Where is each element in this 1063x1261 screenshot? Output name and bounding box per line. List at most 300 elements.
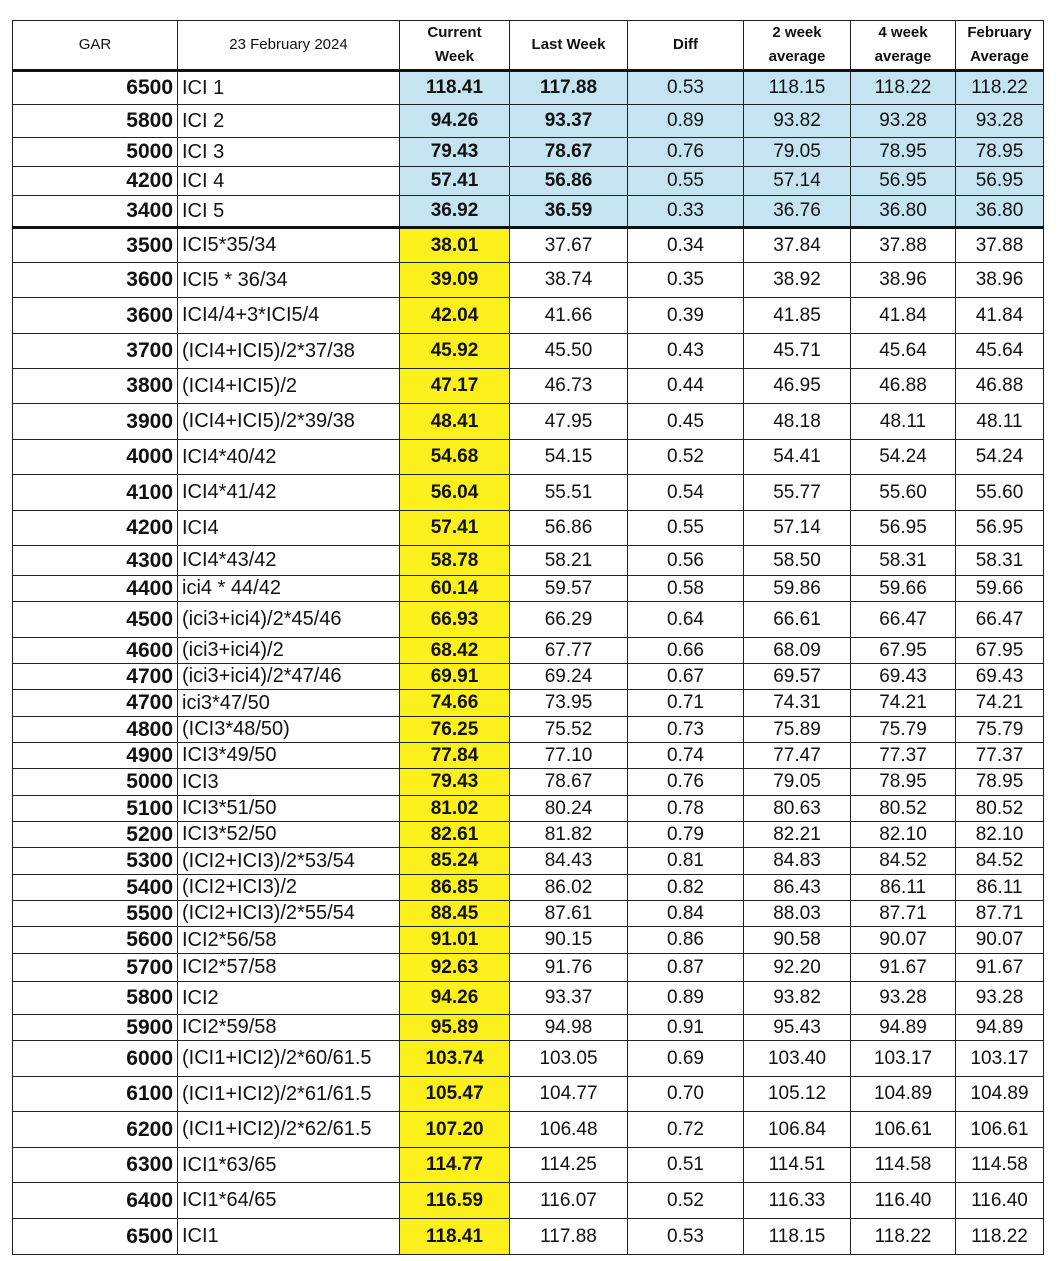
formula-cell: (ici3+ici4)/2*47/46 xyxy=(178,664,400,690)
table-row xyxy=(13,1015,1044,1041)
current-week-cell: 74.66 xyxy=(400,690,510,717)
last-week-cell: 81.82 xyxy=(510,822,628,848)
current-week-cell: 68.42 xyxy=(400,638,510,664)
february-average-cell: 84.52 xyxy=(956,848,1044,875)
gar-cell: 4600 xyxy=(13,638,178,664)
last-week-cell: 103.05 xyxy=(510,1041,628,1077)
diff-cell: 0.72 xyxy=(628,1112,744,1148)
last-week-cell: 69.24 xyxy=(510,664,628,690)
four-week-average-cell: 78.95 xyxy=(851,769,956,796)
current-week-cell: 92.63 xyxy=(400,954,510,982)
diff-cell: 0.89 xyxy=(628,105,744,138)
diff-header: Diff xyxy=(628,21,744,71)
current-week-cell: 47.17 xyxy=(400,369,510,404)
formula-cell: ICI2*59/58 xyxy=(178,1015,400,1041)
current-week-cell: 77.84 xyxy=(400,743,510,769)
diff-cell: 0.53 xyxy=(628,1219,744,1255)
february-average-cell: 74.21 xyxy=(956,690,1044,717)
gar-cell: 5100 xyxy=(13,796,178,822)
four-week-average-cell: 104.89 xyxy=(851,1077,956,1112)
formula-cell: (ICI3*48/50) xyxy=(178,717,400,743)
last-week-cell: 45.50 xyxy=(510,334,628,369)
gar-cell: 4300 xyxy=(13,546,178,576)
gar-cell: 6400 xyxy=(13,1183,178,1219)
table-row xyxy=(13,875,1044,901)
february-average-cell: 90.07 xyxy=(956,927,1044,954)
table-row xyxy=(13,576,1044,602)
formula-cell: ICI 3 xyxy=(178,138,400,167)
current-week-cell: 81.02 xyxy=(400,796,510,822)
diff-cell: 0.64 xyxy=(628,602,744,638)
two-week-average-cell: 93.82 xyxy=(744,982,851,1015)
two-week-average-cell: 46.95 xyxy=(744,369,851,404)
february-average-cell: 38.96 xyxy=(956,263,1044,298)
four-week-average-cell: 74.21 xyxy=(851,690,956,717)
four-week-average-cell: 87.71 xyxy=(851,901,956,927)
february-average-cell: 86.11 xyxy=(956,875,1044,901)
february-average-cell: 54.24 xyxy=(956,440,1044,475)
formula-cell: ICI3*52/50 xyxy=(178,822,400,848)
gar-cell: 3700 xyxy=(13,334,178,369)
current-week-cell: 39.09 xyxy=(400,263,510,298)
table-row xyxy=(13,228,1044,263)
last-week-cell: 86.02 xyxy=(510,875,628,901)
february-average-cell: 114.58 xyxy=(956,1148,1044,1183)
diff-cell: 0.76 xyxy=(628,769,744,796)
formula-cell: ICI4*41/42 xyxy=(178,475,400,511)
february-average-cell: 55.60 xyxy=(956,475,1044,511)
current-week-cell: 79.43 xyxy=(400,769,510,796)
current-week-cell: 57.41 xyxy=(400,511,510,546)
current-week-cell: 48.41 xyxy=(400,404,510,440)
two-week-average-cell: 86.43 xyxy=(744,875,851,901)
gar-cell: 4700 xyxy=(13,690,178,717)
table-row xyxy=(13,602,1044,638)
gar-cell: 5700 xyxy=(13,954,178,982)
formula-cell: ici3*47/50 xyxy=(178,690,400,717)
gar-cell: 6100 xyxy=(13,1077,178,1112)
four-week-average-cell: 114.58 xyxy=(851,1148,956,1183)
last-week-cell: 94.98 xyxy=(510,1015,628,1041)
formula-cell: ICI1*64/65 xyxy=(178,1183,400,1219)
gar-cell: 5000 xyxy=(13,769,178,796)
gar-cell: 5800 xyxy=(13,105,178,138)
diff-cell: 0.73 xyxy=(628,717,744,743)
current-week-cell: 103.74 xyxy=(400,1041,510,1077)
last-week-cell: 78.67 xyxy=(510,138,628,167)
gar-cell: 4800 xyxy=(13,717,178,743)
table-row xyxy=(13,796,1044,822)
formula-cell: ICI2 xyxy=(178,982,400,1015)
current-week-cell: 42.04 xyxy=(400,298,510,334)
four-week-average-cell: 84.52 xyxy=(851,848,956,875)
four-week-average-header: 4 week average xyxy=(851,21,956,71)
gar-price-table xyxy=(12,20,1044,1255)
february-average-cell: 69.43 xyxy=(956,664,1044,690)
gar-cell: 5000 xyxy=(13,138,178,167)
last-week-cell: 36.59 xyxy=(510,196,628,228)
four-week-average-cell: 86.11 xyxy=(851,875,956,901)
current-week-cell: 79.43 xyxy=(400,138,510,167)
last-week-cell: 78.67 xyxy=(510,769,628,796)
table-row xyxy=(13,475,1044,511)
last-week-cell: 37.67 xyxy=(510,228,628,263)
date-header: 23 February 2024 xyxy=(178,21,400,71)
four-week-average-cell: 93.28 xyxy=(851,105,956,138)
last-week-cell: 80.24 xyxy=(510,796,628,822)
current-week-cell: 114.77 xyxy=(400,1148,510,1183)
last-week-cell: 77.10 xyxy=(510,743,628,769)
last-week-cell: 91.76 xyxy=(510,954,628,982)
february-average-cell: 118.22 xyxy=(956,71,1044,105)
formula-cell: ICI 2 xyxy=(178,105,400,138)
table-row xyxy=(13,982,1044,1015)
table-row xyxy=(13,71,1044,105)
current-week-cell: 82.61 xyxy=(400,822,510,848)
diff-cell: 0.35 xyxy=(628,263,744,298)
diff-cell: 0.81 xyxy=(628,848,744,875)
formula-cell: (ICI1+ICI2)/2*61/61.5 xyxy=(178,1077,400,1112)
february-average-cell: 78.95 xyxy=(956,769,1044,796)
diff-cell: 0.91 xyxy=(628,1015,744,1041)
gar-cell: 6300 xyxy=(13,1148,178,1183)
gar-header: GAR xyxy=(13,21,178,71)
diff-cell: 0.71 xyxy=(628,690,744,717)
formula-cell: ICI3*51/50 xyxy=(178,796,400,822)
gar-cell: 5900 xyxy=(13,1015,178,1041)
gar-cell: 5300 xyxy=(13,848,178,875)
formula-cell: ICI4/4+3*ICI5/4 xyxy=(178,298,400,334)
february-average-cell: 36.80 xyxy=(956,196,1044,228)
table-row xyxy=(13,105,1044,138)
four-week-average-cell: 48.11 xyxy=(851,404,956,440)
last-week-cell: 38.74 xyxy=(510,263,628,298)
two-week-average-cell: 90.58 xyxy=(744,927,851,954)
last-week-cell: 93.37 xyxy=(510,105,628,138)
four-week-average-cell: 80.52 xyxy=(851,796,956,822)
table-row xyxy=(13,822,1044,848)
february-average-cell: 67.95 xyxy=(956,638,1044,664)
table-row xyxy=(13,1183,1044,1219)
diff-cell: 0.45 xyxy=(628,404,744,440)
four-week-average-cell: 54.24 xyxy=(851,440,956,475)
four-week-average-cell: 56.95 xyxy=(851,167,956,196)
two-week-average-cell: 68.09 xyxy=(744,638,851,664)
last-week-cell: 59.57 xyxy=(510,576,628,602)
diff-cell: 0.67 xyxy=(628,664,744,690)
four-week-average-cell: 106.61 xyxy=(851,1112,956,1148)
diff-cell: 0.52 xyxy=(628,440,744,475)
table-row xyxy=(13,638,1044,664)
gar-cell: 4400 xyxy=(13,576,178,602)
formula-cell: ICI1 xyxy=(178,1219,400,1255)
formula-cell: (ICI1+ICI2)/2*62/61.5 xyxy=(178,1112,400,1148)
four-week-average-cell: 118.22 xyxy=(851,1219,956,1255)
february-average-cell: 94.89 xyxy=(956,1015,1044,1041)
last-week-header: Last Week xyxy=(510,21,628,71)
gar-cell: 5800 xyxy=(13,982,178,1015)
four-week-average-cell: 37.88 xyxy=(851,228,956,263)
formula-cell: ICI5*35/34 xyxy=(178,228,400,263)
diff-cell: 0.70 xyxy=(628,1077,744,1112)
four-week-average-cell: 56.95 xyxy=(851,511,956,546)
formula-cell: (ICI4+ICI5)/2*37/38 xyxy=(178,334,400,369)
two-week-average-cell: 105.12 xyxy=(744,1077,851,1112)
current-week-cell: 107.20 xyxy=(400,1112,510,1148)
gar-cell: 6200 xyxy=(13,1112,178,1148)
february-average-cell: 103.17 xyxy=(956,1041,1044,1077)
gar-cell: 4900 xyxy=(13,743,178,769)
table-body xyxy=(13,71,1044,1255)
four-week-average-cell: 77.37 xyxy=(851,743,956,769)
last-week-cell: 116.07 xyxy=(510,1183,628,1219)
gar-cell: 4500 xyxy=(13,602,178,638)
two-week-average-cell: 82.21 xyxy=(744,822,851,848)
gar-cell: 4200 xyxy=(13,167,178,196)
table-row xyxy=(13,546,1044,576)
formula-cell: ICI1*63/65 xyxy=(178,1148,400,1183)
last-week-cell: 84.43 xyxy=(510,848,628,875)
february-average-cell: 106.61 xyxy=(956,1112,1044,1148)
diff-cell: 0.34 xyxy=(628,228,744,263)
diff-cell: 0.66 xyxy=(628,638,744,664)
last-week-cell: 90.15 xyxy=(510,927,628,954)
four-week-average-cell: 67.95 xyxy=(851,638,956,664)
current-week-cell: 118.41 xyxy=(400,71,510,105)
last-week-cell: 41.66 xyxy=(510,298,628,334)
table-row xyxy=(13,369,1044,404)
diff-cell: 0.86 xyxy=(628,927,744,954)
formula-cell: ICI4*43/42 xyxy=(178,546,400,576)
last-week-cell: 104.77 xyxy=(510,1077,628,1112)
formula-cell: (ici3+ici4)/2*45/46 xyxy=(178,602,400,638)
diff-cell: 0.87 xyxy=(628,954,744,982)
gar-cell: 5500 xyxy=(13,901,178,927)
two-week-average-cell: 114.51 xyxy=(744,1148,851,1183)
two-week-average-cell: 48.18 xyxy=(744,404,851,440)
diff-cell: 0.74 xyxy=(628,743,744,769)
february-average-cell: 75.79 xyxy=(956,717,1044,743)
two-week-average-cell: 59.86 xyxy=(744,576,851,602)
two-week-average-cell: 36.76 xyxy=(744,196,851,228)
formula-cell: (ICI1+ICI2)/2*60/61.5 xyxy=(178,1041,400,1077)
current-week-cell: 116.59 xyxy=(400,1183,510,1219)
two-week-average-cell: 79.05 xyxy=(744,138,851,167)
february-average-cell: 56.95 xyxy=(956,167,1044,196)
current-week-cell: 105.47 xyxy=(400,1077,510,1112)
diff-cell: 0.44 xyxy=(628,369,744,404)
two-week-average-cell: 58.50 xyxy=(744,546,851,576)
table-row xyxy=(13,511,1044,546)
table-row xyxy=(13,196,1044,228)
last-week-cell: 66.29 xyxy=(510,602,628,638)
gar-cell: 6000 xyxy=(13,1041,178,1077)
table-row xyxy=(13,664,1044,690)
february-average-cell: 59.66 xyxy=(956,576,1044,602)
table-row xyxy=(13,138,1044,167)
diff-cell: 0.43 xyxy=(628,334,744,369)
diff-cell: 0.53 xyxy=(628,71,744,105)
table-row xyxy=(13,769,1044,796)
formula-cell: (ici3+ici4)/2 xyxy=(178,638,400,664)
diff-cell: 0.56 xyxy=(628,546,744,576)
current-week-cell: 60.14 xyxy=(400,576,510,602)
diff-cell: 0.55 xyxy=(628,511,744,546)
table-row xyxy=(13,927,1044,954)
last-week-cell: 114.25 xyxy=(510,1148,628,1183)
february-average-cell: 58.31 xyxy=(956,546,1044,576)
table-row xyxy=(13,298,1044,334)
diff-cell: 0.76 xyxy=(628,138,744,167)
four-week-average-cell: 118.22 xyxy=(851,71,956,105)
formula-cell: ICI3 xyxy=(178,769,400,796)
four-week-average-cell: 75.79 xyxy=(851,717,956,743)
coal-price-sheet xyxy=(12,20,1043,1261)
two-week-average-header: 2 week average xyxy=(744,21,851,71)
last-week-cell: 58.21 xyxy=(510,546,628,576)
two-week-average-cell: 66.61 xyxy=(744,602,851,638)
two-week-average-cell: 69.57 xyxy=(744,664,851,690)
last-week-cell: 55.51 xyxy=(510,475,628,511)
february-average-cell: 82.10 xyxy=(956,822,1044,848)
diff-cell: 0.69 xyxy=(628,1041,744,1077)
formula-cell: ICI 1 xyxy=(178,71,400,105)
gar-cell: 3600 xyxy=(13,263,178,298)
february-average-cell: 87.71 xyxy=(956,901,1044,927)
two-week-average-cell: 75.89 xyxy=(744,717,851,743)
gar-cell: 4200 xyxy=(13,511,178,546)
current-week-cell: 69.91 xyxy=(400,664,510,690)
last-week-cell: 54.15 xyxy=(510,440,628,475)
current-week-cell: 66.93 xyxy=(400,602,510,638)
table-row xyxy=(13,848,1044,875)
formula-cell: ICI2*56/58 xyxy=(178,927,400,954)
table-row xyxy=(13,690,1044,717)
four-week-average-cell: 78.95 xyxy=(851,138,956,167)
last-week-cell: 56.86 xyxy=(510,167,628,196)
gar-cell: 3800 xyxy=(13,369,178,404)
current-week-cell: 85.24 xyxy=(400,848,510,875)
formula-cell: ICI 4 xyxy=(178,167,400,196)
february-average-cell: 46.88 xyxy=(956,369,1044,404)
february-average-cell: 104.89 xyxy=(956,1077,1044,1112)
gar-cell: 4700 xyxy=(13,664,178,690)
current-week-cell: 118.41 xyxy=(400,1219,510,1255)
current-week-cell: 57.41 xyxy=(400,167,510,196)
last-week-cell: 46.73 xyxy=(510,369,628,404)
february-average-header: February Average xyxy=(956,21,1044,71)
table-row xyxy=(13,717,1044,743)
last-week-cell: 106.48 xyxy=(510,1112,628,1148)
february-average-cell: 45.64 xyxy=(956,334,1044,369)
current-week-cell: 76.25 xyxy=(400,717,510,743)
gar-cell: 4000 xyxy=(13,440,178,475)
current-week-cell: 88.45 xyxy=(400,901,510,927)
two-week-average-cell: 41.85 xyxy=(744,298,851,334)
formula-cell: (ICI2+ICI3)/2*55/54 xyxy=(178,901,400,927)
last-week-cell: 56.86 xyxy=(510,511,628,546)
gar-cell: 3400 xyxy=(13,196,178,228)
two-week-average-cell: 57.14 xyxy=(744,167,851,196)
last-week-cell: 87.61 xyxy=(510,901,628,927)
february-average-cell: 56.95 xyxy=(956,511,1044,546)
two-week-average-cell: 57.14 xyxy=(744,511,851,546)
table-row xyxy=(13,901,1044,927)
february-average-cell: 77.37 xyxy=(956,743,1044,769)
four-week-average-cell: 46.88 xyxy=(851,369,956,404)
two-week-average-cell: 93.82 xyxy=(744,105,851,138)
formula-cell: ici4 * 44/42 xyxy=(178,576,400,602)
four-week-average-cell: 91.67 xyxy=(851,954,956,982)
last-week-cell: 117.88 xyxy=(510,71,628,105)
two-week-average-cell: 95.43 xyxy=(744,1015,851,1041)
february-average-cell: 118.22 xyxy=(956,1219,1044,1255)
current-week-cell: 56.04 xyxy=(400,475,510,511)
february-average-cell: 93.28 xyxy=(956,982,1044,1015)
last-week-cell: 67.77 xyxy=(510,638,628,664)
gar-cell: 5200 xyxy=(13,822,178,848)
diff-cell: 0.33 xyxy=(628,196,744,228)
formula-cell: (ICI2+ICI3)/2*53/54 xyxy=(178,848,400,875)
diff-cell: 0.79 xyxy=(628,822,744,848)
four-week-average-cell: 69.43 xyxy=(851,664,956,690)
february-average-cell: 66.47 xyxy=(956,602,1044,638)
four-week-average-cell: 58.31 xyxy=(851,546,956,576)
formula-cell: ICI2*57/58 xyxy=(178,954,400,982)
current-week-cell: 86.85 xyxy=(400,875,510,901)
table-row xyxy=(13,1148,1044,1183)
four-week-average-cell: 41.84 xyxy=(851,298,956,334)
four-week-average-cell: 66.47 xyxy=(851,602,956,638)
february-average-cell: 116.40 xyxy=(956,1183,1044,1219)
two-week-average-cell: 92.20 xyxy=(744,954,851,982)
header-row xyxy=(13,21,1044,71)
diff-cell: 0.84 xyxy=(628,901,744,927)
four-week-average-cell: 94.89 xyxy=(851,1015,956,1041)
two-week-average-cell: 45.71 xyxy=(744,334,851,369)
current-week-cell: 58.78 xyxy=(400,546,510,576)
four-week-average-cell: 38.96 xyxy=(851,263,956,298)
gar-cell: 3600 xyxy=(13,298,178,334)
february-average-cell: 37.88 xyxy=(956,228,1044,263)
last-week-cell: 75.52 xyxy=(510,717,628,743)
diff-cell: 0.54 xyxy=(628,475,744,511)
diff-cell: 0.58 xyxy=(628,576,744,602)
table-row xyxy=(13,743,1044,769)
table-row xyxy=(13,440,1044,475)
current-week-cell: 94.26 xyxy=(400,105,510,138)
current-week-cell: 94.26 xyxy=(400,982,510,1015)
two-week-average-cell: 54.41 xyxy=(744,440,851,475)
formula-cell: (ICI4+ICI5)/2 xyxy=(178,369,400,404)
four-week-average-cell: 93.28 xyxy=(851,982,956,1015)
current-week-cell: 54.68 xyxy=(400,440,510,475)
formula-cell: (ICI4+ICI5)/2*39/38 xyxy=(178,404,400,440)
table-row xyxy=(13,1219,1044,1255)
diff-cell: 0.55 xyxy=(628,167,744,196)
two-week-average-cell: 118.15 xyxy=(744,1219,851,1255)
february-average-cell: 41.84 xyxy=(956,298,1044,334)
formula-cell: ICI5 * 36/34 xyxy=(178,263,400,298)
current-week-cell: 91.01 xyxy=(400,927,510,954)
two-week-average-cell: 38.92 xyxy=(744,263,851,298)
table-row xyxy=(13,334,1044,369)
two-week-average-cell: 55.77 xyxy=(744,475,851,511)
table-row xyxy=(13,1077,1044,1112)
gar-cell: 5400 xyxy=(13,875,178,901)
two-week-average-cell: 118.15 xyxy=(744,71,851,105)
table-row xyxy=(13,263,1044,298)
